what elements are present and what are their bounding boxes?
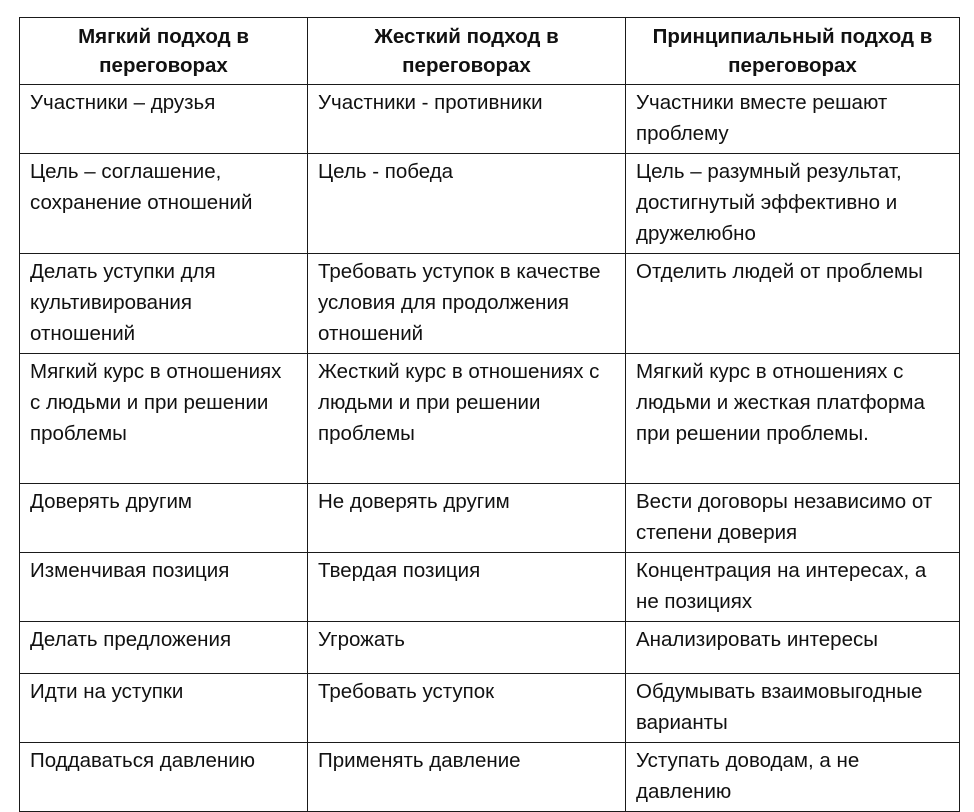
table-cell-principled: Обдумывать взаимовыгодные варианты — [626, 674, 960, 743]
table-cell-principled: Уступать доводам, а не давлению — [626, 743, 960, 812]
table-cell-hard: Требовать уступок — [308, 674, 626, 743]
table-cell-soft: Поддаваться давлению — [20, 743, 308, 812]
table-cell-hard: Цель - победа — [308, 154, 626, 254]
table-cell-hard: Применять давление — [308, 743, 626, 812]
table-cell-principled: Вести договоры независимо от степени доверия — [626, 484, 960, 553]
table-cell-principled: Мягкий курс в отношениях с людьми и жесткая платформа при решении проблемы. — [626, 354, 960, 484]
table-cell-hard: Твердая позиция — [308, 553, 626, 622]
comparison-table-wrapper — [19, 17, 959, 812]
table-cell-soft: Идти на уступки — [20, 674, 308, 743]
table-row — [20, 154, 960, 254]
table-cell-soft: Доверять другим — [20, 484, 308, 553]
header-hard-approach: Жесткий подход в переговорах — [308, 18, 626, 85]
table-cell-principled: Отделить людей от проблемы — [626, 254, 960, 354]
table-cell-principled: Цель – разумный результат, достигнутый эффективно и дружелюбно — [626, 154, 960, 254]
table-cell-hard: Жесткий курс в отношениях с людьми и при решении проблемы — [308, 354, 626, 484]
table-cell-hard: Требовать уступок в качестве условия для продолжения отношений — [308, 254, 626, 354]
header-principled-approach: Принципиальный подход в переговорах — [626, 18, 960, 85]
table-row — [20, 622, 960, 674]
table-cell-principled: Анализировать интересы — [626, 622, 960, 674]
table-cell-principled: Участники вместе решают проблему — [626, 85, 960, 154]
table-row — [20, 674, 960, 743]
table-cell-soft: Делать предложения — [20, 622, 308, 674]
table-cell-soft: Цель – соглашение, сохранение отношений — [20, 154, 308, 254]
table-cell-soft: Мягкий курс в отношениях с людьми и при решении проблемы — [20, 354, 308, 484]
table-cell-soft: Участники – друзья — [20, 85, 308, 154]
table-cell-soft: Делать уступки для культивирования отношений — [20, 254, 308, 354]
table-cell-principled: Концентрация на интересах, а не позициях — [626, 553, 960, 622]
table-cell-hard: Угрожать — [308, 622, 626, 674]
table-row — [20, 254, 960, 354]
negotiation-approaches-table — [19, 17, 960, 812]
table-cell-hard: Участники - противники — [308, 85, 626, 154]
table-header-row — [20, 18, 960, 85]
table-cell-soft: Изменчивая позиция — [20, 553, 308, 622]
table-cell-hard: Не доверять другим — [308, 484, 626, 553]
table-row — [20, 743, 960, 812]
table-row — [20, 85, 960, 154]
table-row — [20, 484, 960, 553]
header-soft-approach: Мягкий подход в переговорах — [20, 18, 308, 85]
table-row — [20, 354, 960, 484]
table-row — [20, 553, 960, 622]
